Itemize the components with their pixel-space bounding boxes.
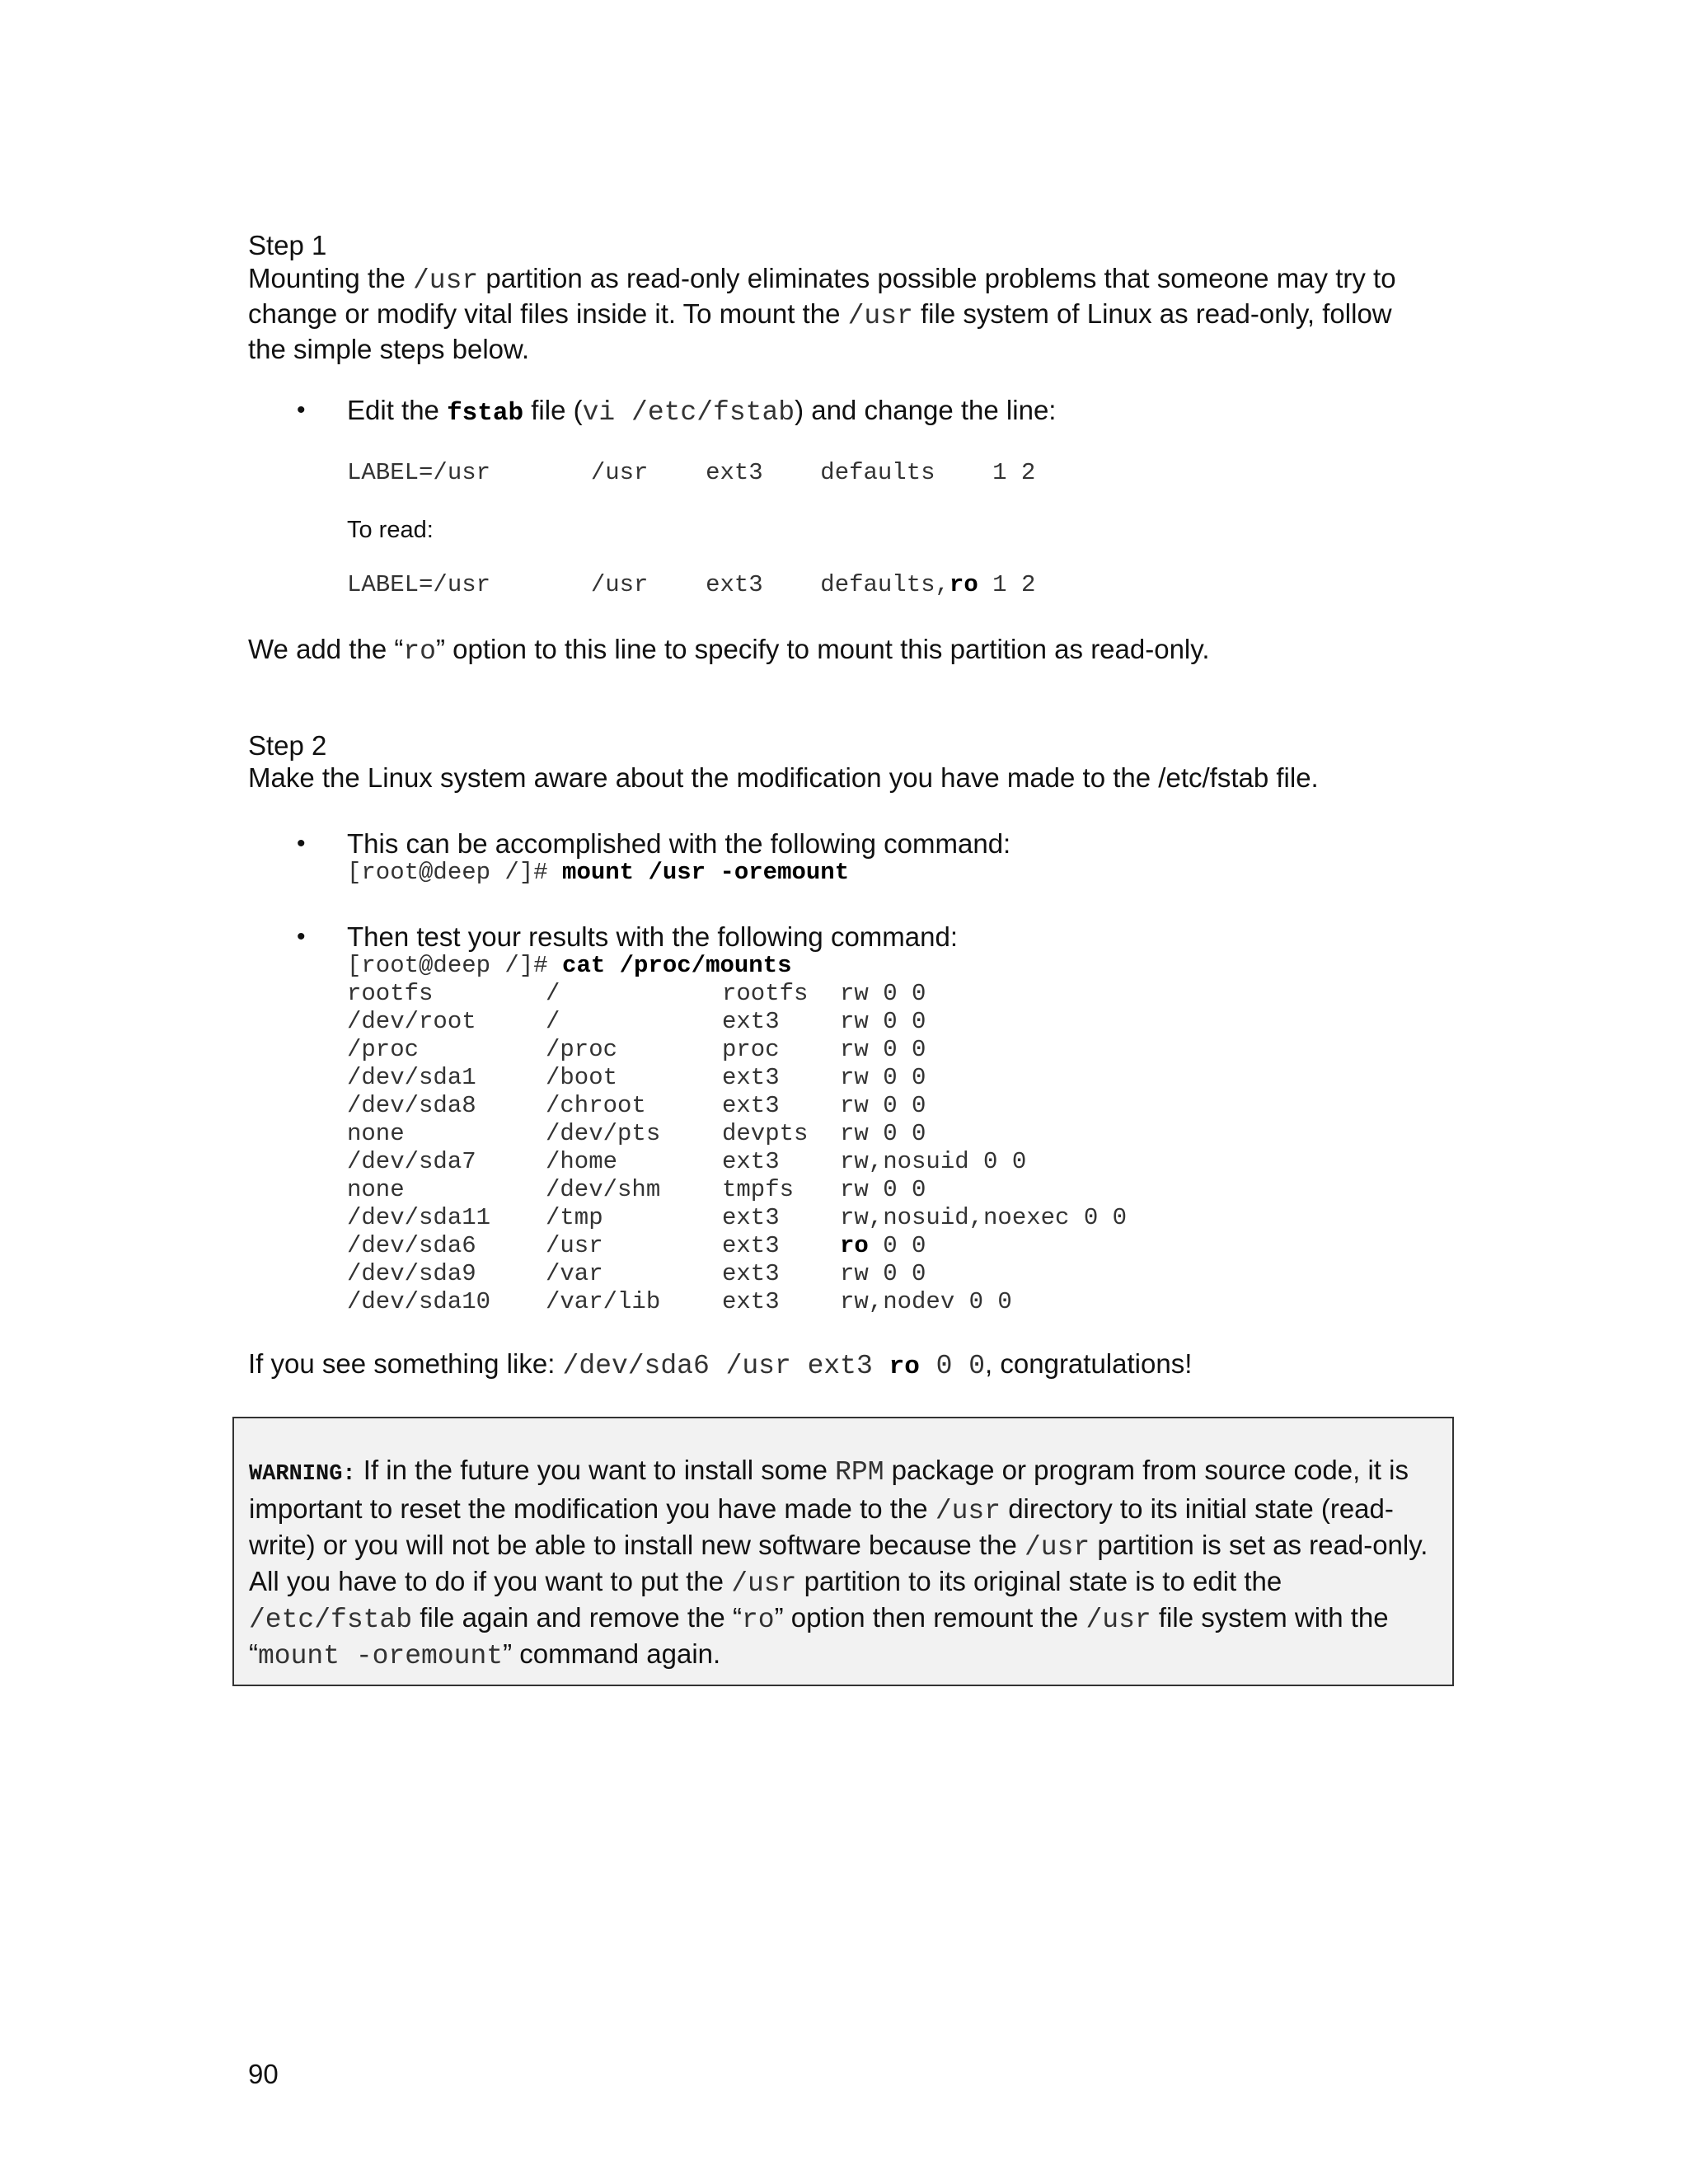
mount-point: /var: [546, 1260, 603, 1287]
mount-point: /var/lib: [546, 1288, 661, 1315]
warning-text-4: partition is set as read-only. All you have to do if you want to put the: [249, 1530, 1428, 1596]
mount-device: /dev/sda10: [347, 1288, 491, 1315]
step1-note-code-ro: ro: [403, 636, 436, 667]
mount-point: /tmp: [546, 1204, 603, 1231]
step1-intro-text-1: Mounting the: [248, 263, 413, 293]
warning-code-usr-2: /usr: [1024, 1532, 1090, 1563]
mount-point: /home: [546, 1148, 618, 1175]
remount-command-line: [347, 859, 849, 887]
warning-text-8: file system with the “: [249, 1602, 1389, 1669]
warning-text-5: partition to its original state is to edit the: [796, 1566, 1282, 1596]
result-code-2: 0 0: [919, 1351, 986, 1381]
mount-options: rw 0 0: [840, 1176, 926, 1203]
result-text-1: If you see something like:: [248, 1348, 563, 1379]
warning-text-9: ” command again.: [503, 1638, 721, 1669]
step1-bullet-text-3: ) and change the line:: [795, 395, 1057, 425]
warning-box: [232, 1417, 1454, 1686]
step1-intro-code-usr-2: /usr: [847, 301, 913, 331]
step1-intro-text-2: partition as read-only eliminates possible problems that someone may try to change or modify vital files inside it. To mount the: [248, 263, 1396, 329]
mount-fstype: ext3: [722, 1008, 780, 1035]
fstab-new-line-ro: ro: [949, 571, 978, 598]
mount-fstype: devpts: [722, 1120, 809, 1147]
step1-bullet-fstab: fstab: [447, 399, 524, 428]
mount-point: /dev/pts: [546, 1120, 661, 1147]
warning-code-ro: ro: [741, 1605, 775, 1635]
warning-text: [249, 1453, 1440, 1673]
mount-options: rw 0 0: [840, 1008, 926, 1035]
mount-options: rw 0 0: [840, 1120, 926, 1147]
step1-intro: [248, 262, 1435, 366]
mount-device: rootfs: [347, 980, 434, 1007]
step1-heading: Step 1: [248, 230, 327, 260]
mount-options: rw 0 0: [840, 980, 926, 1007]
bullet-icon: •: [297, 830, 306, 857]
warning-code-usr-1: /usr: [935, 1496, 1001, 1526]
mount-device: /dev/sda9: [347, 1260, 476, 1287]
warning-text-7: ” option then remount the: [774, 1602, 1086, 1633]
mount-options: rw 0 0: [840, 1064, 926, 1091]
mount-options: [840, 1232, 926, 1260]
mount-options: rw,nosuid 0 0: [840, 1148, 1027, 1175]
cat-mounts-command: cat /proc/mounts: [562, 952, 792, 979]
mount-point: /dev/shm: [546, 1176, 661, 1203]
mount-point: /usr: [546, 1232, 603, 1259]
mount-fstype: ext3: [722, 1288, 780, 1315]
step2-heading: Step 2: [248, 730, 327, 761]
mount-device: /dev/sda8: [347, 1092, 476, 1119]
result-text-2: , congratulations!: [985, 1348, 1193, 1379]
mount-point: /: [546, 1008, 560, 1035]
step2-intro: Make the Linux system aware about the modification you have made to the /etc/fstab file.: [248, 762, 1319, 793]
fstab-new-line-prefix: LABEL=/usr /usr ext3 defaults,: [347, 571, 950, 598]
mount-device: /proc: [347, 1036, 420, 1063]
fstab-new-line: [347, 571, 1035, 599]
to-read-label: To read:: [347, 517, 434, 543]
shell-prompt: [root@deep /]#: [347, 952, 563, 979]
step1-note-text-1: We add the “: [248, 634, 404, 664]
warning-text-3: directory to its initial state (read-write) or you will not be able to install new software because the: [249, 1493, 1394, 1560]
mount-fstype: ext3: [722, 1064, 780, 1091]
mount-options-ro: ro: [840, 1232, 869, 1259]
mount-fstype: proc: [722, 1036, 780, 1063]
mount-device: /dev/sda1: [347, 1064, 476, 1091]
step1-bullet-command: vi /etc/fstab: [582, 397, 795, 428]
mount-point: /: [546, 980, 560, 1007]
warning-text-2: package or program from source code, it is important to reset the modification you have made to the: [249, 1455, 1409, 1524]
mount-fstype: ext3: [722, 1092, 780, 1119]
mount-options: rw,nodev 0 0: [840, 1288, 1012, 1315]
mount-options: rw 0 0: [840, 1036, 926, 1063]
mount-fstype: ext3: [722, 1204, 780, 1231]
result-code-ro: ro: [889, 1352, 920, 1381]
mount-point: /chroot: [546, 1092, 646, 1119]
mount-options-rest: 0 0: [868, 1232, 926, 1259]
step1-intro-code-usr-1: /usr: [412, 265, 479, 296]
step2-bullet1-text: This can be accomplished with the following command:: [347, 828, 1011, 859]
step1-intro-text-3: file system of Linux as read-only, follow the simple steps below.: [248, 298, 1392, 364]
result-code-1: /dev/sda6 /usr ext3: [562, 1351, 889, 1381]
warning-text-1: If in the future you want to install some: [355, 1455, 836, 1485]
cat-command-line: [347, 952, 792, 980]
step2-result: [248, 1347, 1435, 1384]
mount-device: /dev/sda11: [347, 1204, 491, 1231]
warning-code-fstab: /etc/fstab: [249, 1605, 413, 1635]
mount-fstype: tmpfs: [722, 1176, 795, 1203]
warning-code-usr-3: /usr: [731, 1568, 797, 1599]
mount-device: /dev/sda6: [347, 1232, 476, 1259]
mount-device: none: [347, 1120, 405, 1147]
mount-fstype: rootfs: [722, 980, 809, 1007]
mount-device: /dev/sda7: [347, 1148, 476, 1175]
mount-options: rw,nosuid,noexec 0 0: [840, 1204, 1128, 1231]
mount-fstype: ext3: [722, 1260, 780, 1287]
step1-bullet-text-1: Edit the: [347, 395, 448, 425]
bullet-icon: •: [297, 923, 306, 950]
step1-note-text-2: ” option to this line to specify to mount this partition as read-only.: [435, 634, 1210, 664]
mount-point: /boot: [546, 1064, 618, 1091]
warning-code-remount: mount -oremount: [258, 1641, 504, 1671]
step1-bullet: [347, 394, 1056, 430]
mount-device: /dev/root: [347, 1008, 476, 1035]
step1-note: [248, 633, 1435, 668]
shell-prompt: [root@deep /]#: [347, 859, 563, 886]
mount-options: rw 0 0: [840, 1092, 926, 1119]
warning-code-rpm: RPM: [835, 1457, 884, 1488]
step2-bullet2-text: Then test your results with the following command:: [347, 921, 959, 952]
warning-label: WARNING:: [249, 1462, 356, 1487]
page-number: 90: [248, 2059, 279, 2089]
step1-bullet-text-2: file (: [523, 395, 583, 425]
fstab-new-line-suffix: 1 2: [978, 571, 1036, 598]
mount-fstype: ext3: [722, 1232, 780, 1259]
mount-device: none: [347, 1176, 405, 1203]
remount-command: mount /usr -oremount: [562, 859, 850, 886]
bullet-icon: •: [297, 396, 306, 424]
mount-options: rw 0 0: [840, 1260, 926, 1287]
warning-text-6: file again and remove the “: [412, 1602, 742, 1633]
warning-code-usr-4: /usr: [1085, 1605, 1151, 1635]
mount-point: /proc: [546, 1036, 618, 1063]
mount-fstype: ext3: [722, 1148, 780, 1175]
fstab-original-line: LABEL=/usr /usr ext3 defaults 1 2: [347, 459, 1036, 486]
